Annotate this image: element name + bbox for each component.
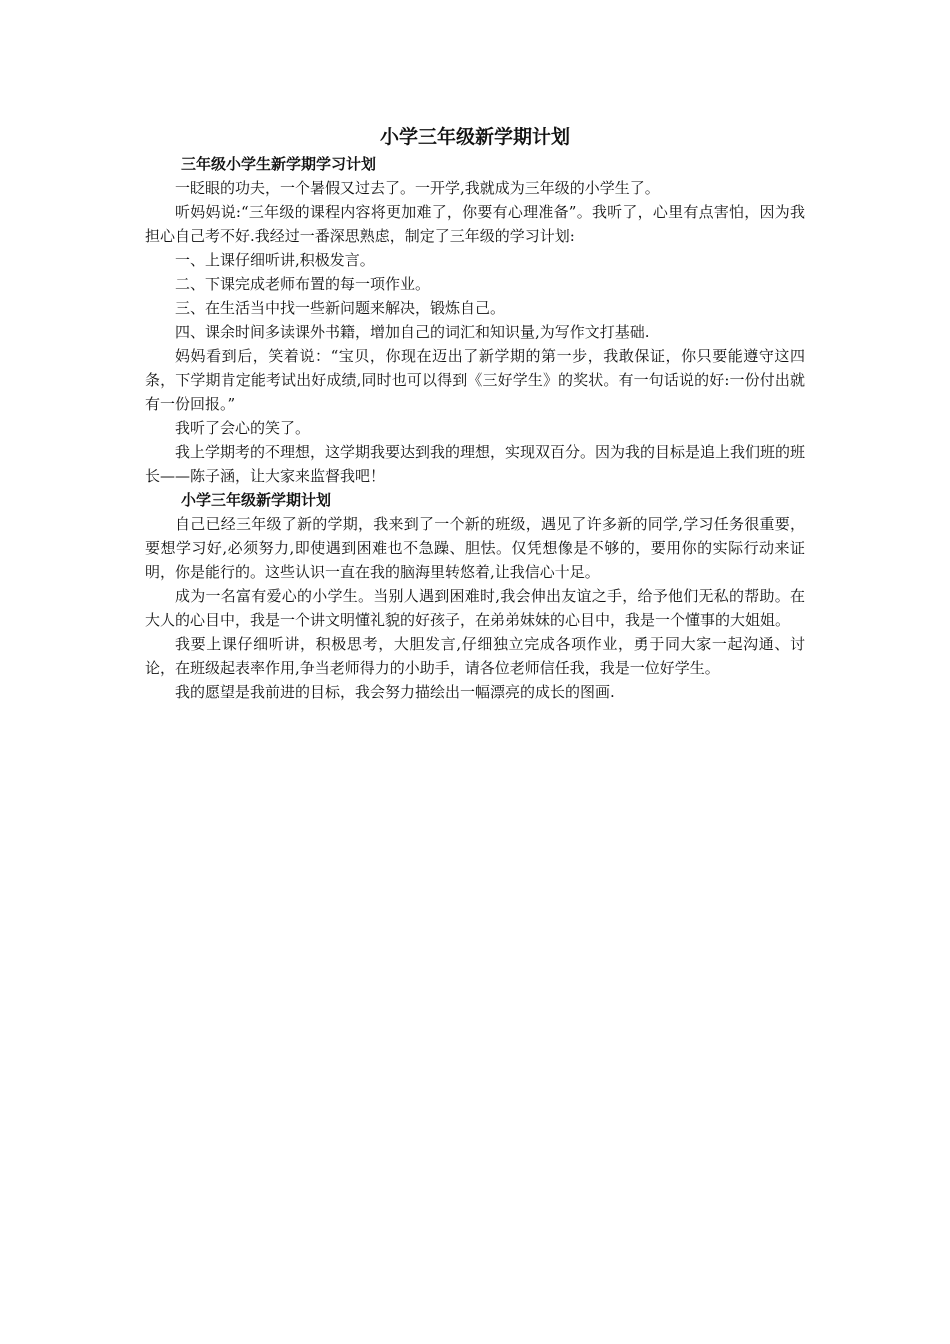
paragraph: 我的愿望是我前进的目标，我会努力描绘出一幅漂亮的成长的图画.: [175, 683, 615, 701]
paragraph: 成为一名富有爱心的小学生。当别人遇到困难时,我会伸出友谊之手，给予他们无私的帮助。在大人的心目中，我是一个讲文明懂礼貌的好孩子，在弟弟妹妹的心目中，我是一个懂事的大姐姐。: [145, 587, 805, 629]
plan-item: 一、上课仔细听讲,积极发言。: [175, 251, 375, 269]
plan-item: 三、在生活当中找一些新问题来解决，锻炼自己。: [175, 299, 506, 317]
paragraph: 听妈妈说:“三年级的课程内容将更加难了，你要有心理准备”。我听了，心里有点害怕，因为我担心自己考不好.我经过一番深思熟虑，制定了三年级的学习计划:: [145, 203, 805, 245]
paragraph: 一眨眼的功夫，一个暑假又过去了。一开学,我就成为三年级的小学生了。: [175, 179, 660, 197]
section-heading: 三年级小学生新学期学习计划: [181, 155, 377, 173]
document-title: 小学三年级新学期计划: [379, 126, 570, 148]
section-study-plan: [145, 152, 805, 488]
section-heading: 小学三年级新学期计划: [181, 491, 332, 509]
section-new-term-plan: [145, 488, 805, 704]
document-page: [145, 122, 805, 704]
paragraph: 我上学期考的不理想，这学期我要达到我的理想，实现双百分。因为我的目标是追上我们班的班长——陈子涵，让大家来监督我吧！: [145, 443, 806, 485]
plan-item: 二、下课完成老师布置的每一项作业。: [175, 275, 431, 293]
paragraph: 自己已经三年级了新的学期，我来到了一个新的班级，遇见了许多新的同学,学习任务很重要，要想学习好,必须努力,即使遇到困难也不急躁、胆怯。仅凭想像是不够的，要用你的实际行动来证明，你是能行的。这些认识一直在我的脑海里转悠着,让我信心十足。: [145, 515, 805, 581]
paragraph: 妈妈看到后，笑着说：“宝贝，你现在迈出了新学期的第一步，我敢保证，你只要能遵守这四条，下学期肯定能考试出好成绩,同时也可以得到《三好学生》的奖状。有一句话说的好:一份付出就有一份回报。”: [145, 347, 805, 413]
plan-item: 四、课余时间多读课外书籍，增加自己的词汇和知识量,为写作文打基础.: [175, 323, 650, 341]
paragraph: 我听了会心的笑了。: [175, 419, 311, 437]
paragraph: 我要上课仔细听讲，积极思考，大胆发言,仔细独立完成各项作业，勇于同大家一起沟通、讨论，在班级起表率作用,争当老师得力的小助手，请各位老师信任我，我是一位好学生。: [145, 635, 805, 677]
